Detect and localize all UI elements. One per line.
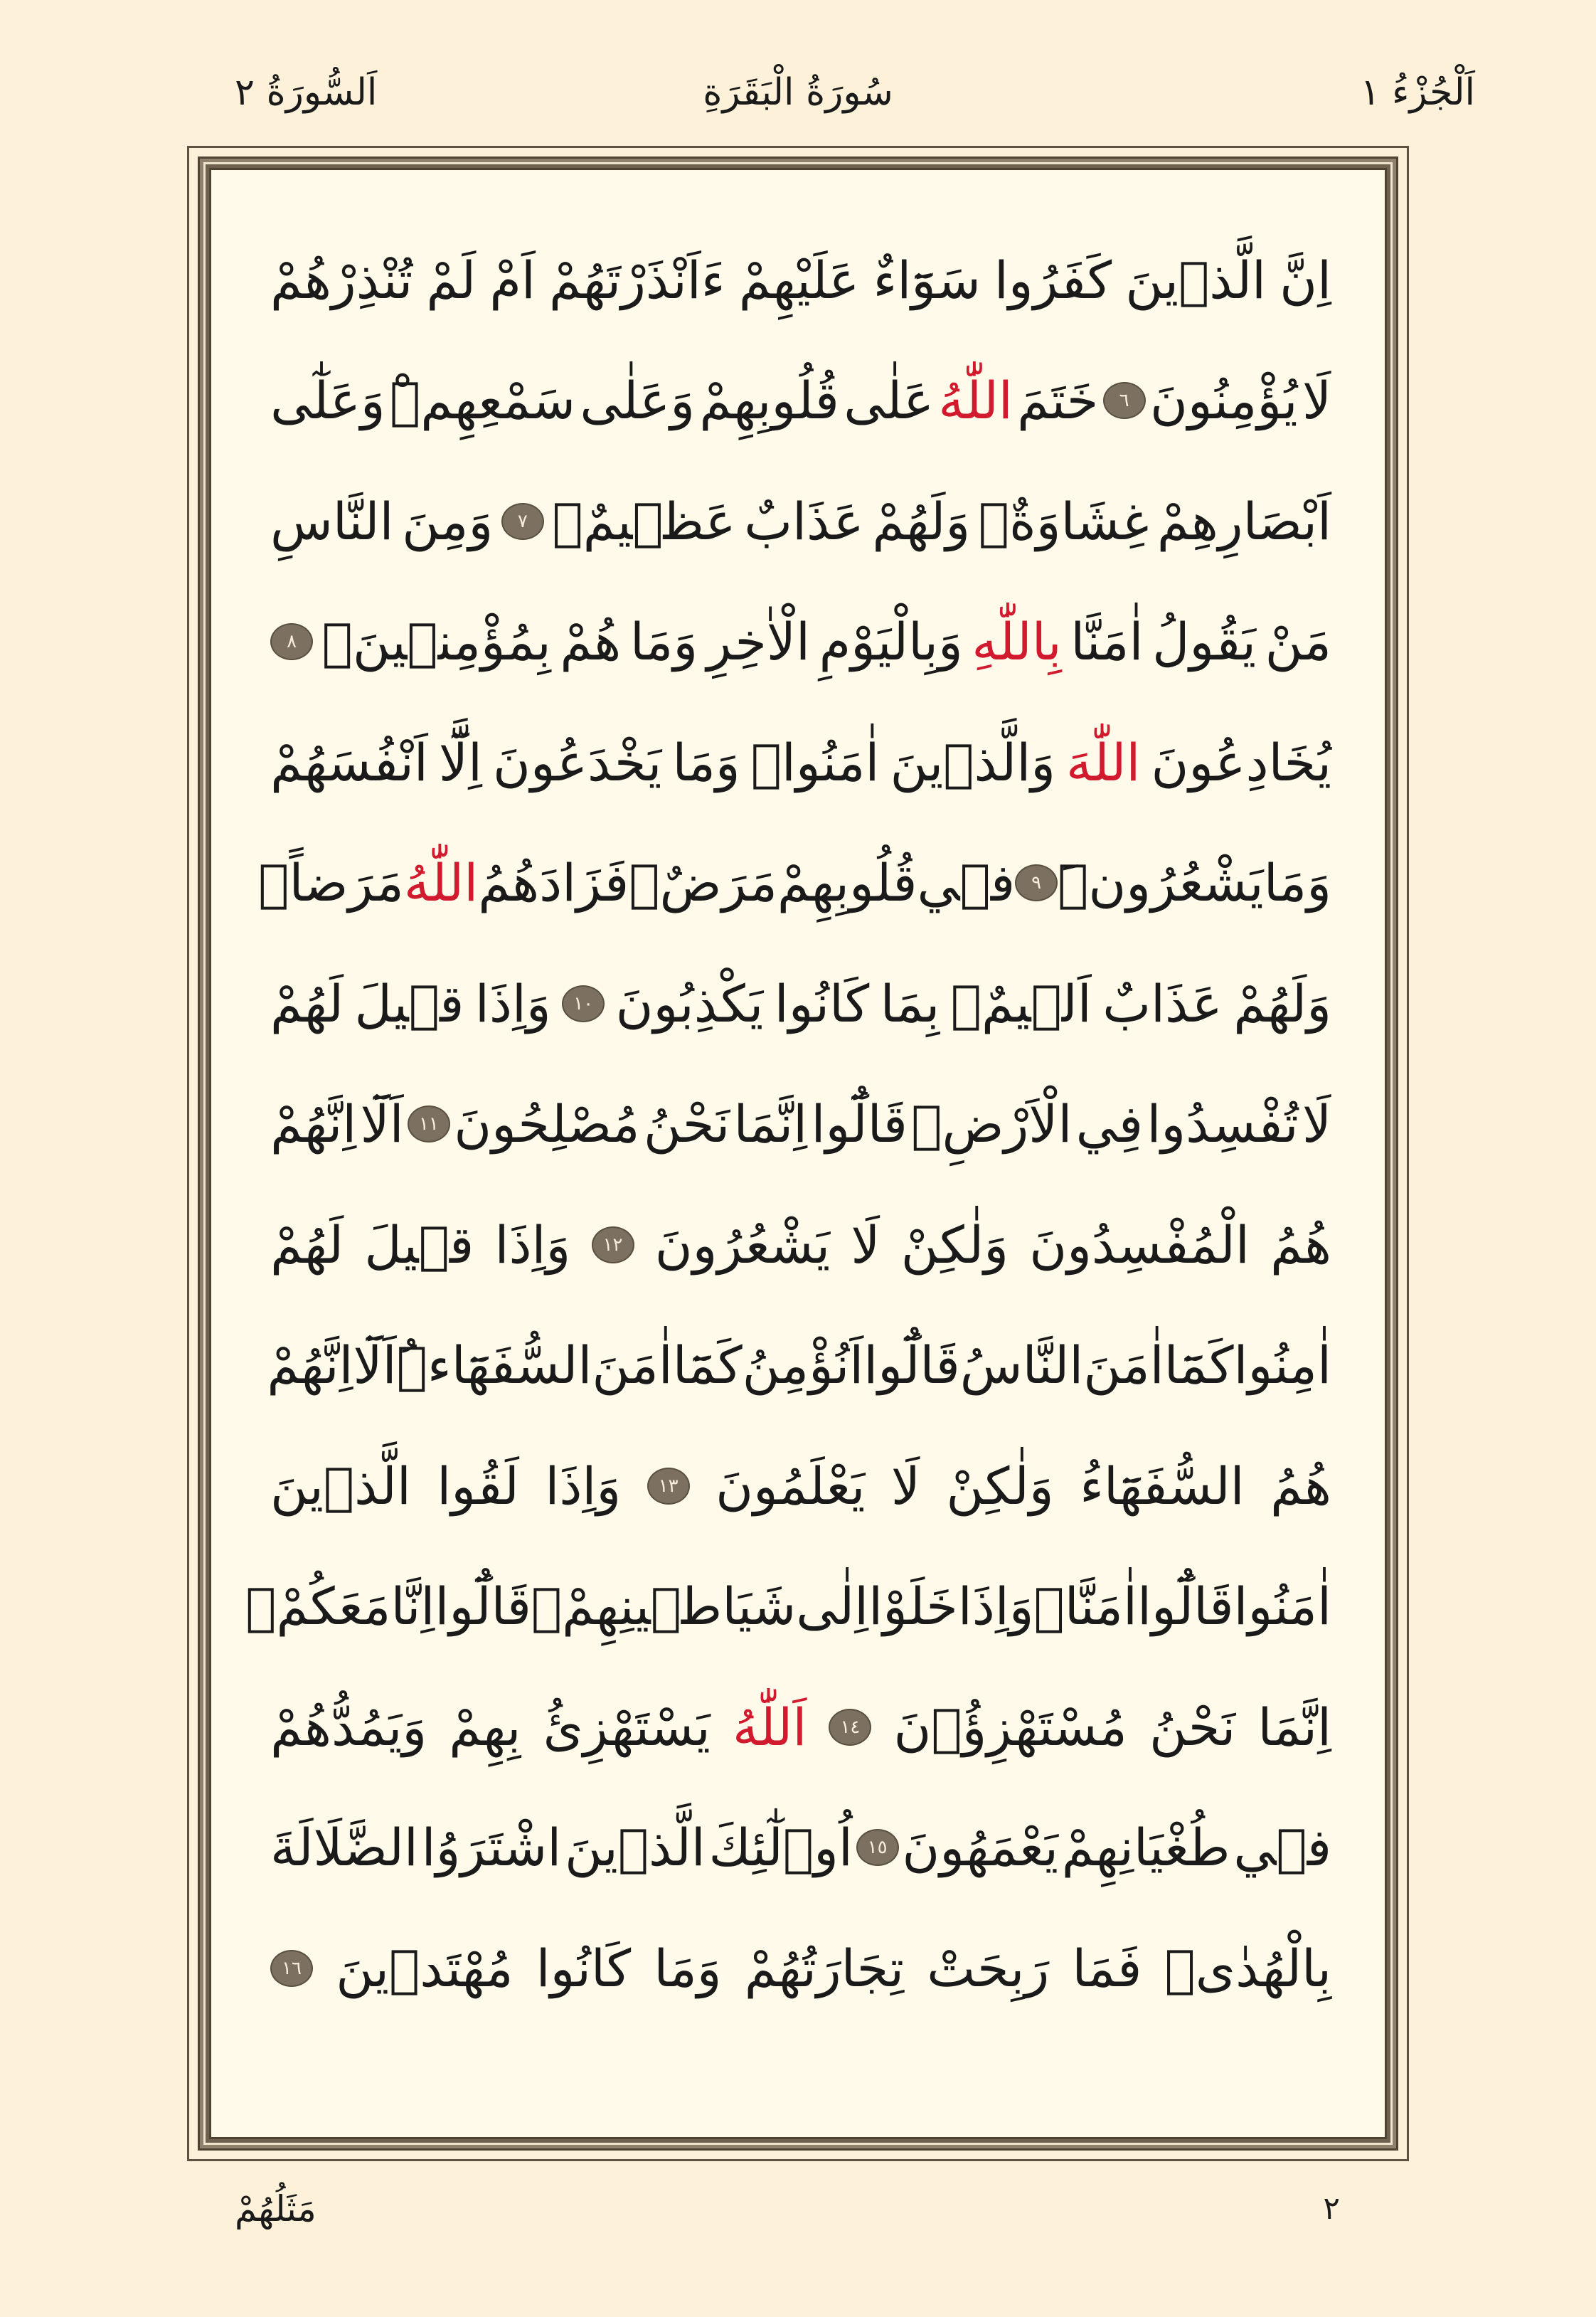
verse-word: قُلُوبِهِمْ <box>699 371 839 431</box>
verse-word: اشْتَرَوُا <box>421 1818 562 1878</box>
verse-word: رَبِحَتْ <box>927 1938 1050 1998</box>
ayah-end-marker: ٩ <box>1015 864 1058 901</box>
verse-word: سَوَٓاءٌ <box>873 250 981 310</box>
verse-word: لَا <box>890 1456 920 1516</box>
verse-word: اِنَّا <box>390 1576 435 1637</box>
verse-word: مُسْتَهْزِؤُ۫نَ <box>893 1697 1127 1757</box>
verse-line <box>270 461 1331 582</box>
divine-name: اَللّٰهُ <box>732 1697 807 1757</box>
verse-word: عَلٰى <box>844 371 935 431</box>
verse-word: وَعَلٰى <box>580 371 695 431</box>
verse-lines <box>245 220 1331 2029</box>
verse-word: غِشَاوَةٌۘ <box>978 491 1149 551</box>
verse-word: وَلٰكِنْ <box>946 1456 1054 1516</box>
verse-word: يَشْعُرُونَ <box>654 1214 831 1275</box>
verse-word: عَلَيْهِمْ <box>738 250 860 310</box>
verse-word: الَّذ۪ينَ <box>270 1456 411 1516</box>
verse-word: وَاِذَا <box>545 1456 622 1516</box>
verse-word: بِمَا <box>880 973 940 1034</box>
verse-word: ف۪ي <box>917 853 1016 913</box>
verse-word: هُمُ <box>1270 1214 1331 1275</box>
verse-word: قَالُٓوا <box>1137 1576 1234 1637</box>
verse-word: بِهِمْ <box>449 1697 521 1757</box>
verse-word: عَذَابٌ <box>744 491 864 551</box>
juz-label: اَلْجُزْءُ ١ <box>1360 71 1475 114</box>
verse-word: السُّفَهَٓاءُۜ <box>396 1335 592 1396</box>
verse-word: قَالُٓوا <box>435 1576 531 1637</box>
verse-word: عَذَابٌ <box>1102 973 1223 1034</box>
verse-word: هُمُ <box>1270 1456 1331 1516</box>
ayah-end-marker: ٧ <box>501 503 544 540</box>
verse-word: اَنْفُسَهُمْ <box>270 732 428 792</box>
verse-word: وَبِالْيَوْمِ <box>819 612 963 672</box>
verse-word: يَخْدَعُونَ <box>493 732 662 792</box>
verse-word: قَالُٓوا <box>811 1094 908 1155</box>
verse-line <box>270 1788 1331 1909</box>
verse-word: كَمَٓا <box>1164 1335 1234 1396</box>
verse-line <box>270 341 1331 462</box>
verse-word: عَظ۪يمٌ۟ <box>552 491 736 551</box>
verse-word: ف۪ي <box>1233 1818 1331 1878</box>
verse-word: اِنَّمَا <box>733 1094 808 1155</box>
verse-word: الضَّلَالَةَ <box>270 1818 418 1878</box>
verse-line <box>270 220 1331 341</box>
verse-word: يَعْمَهُونَ <box>902 1818 1058 1878</box>
verse-word: كَانُوا <box>536 1938 632 1998</box>
verse-word: الْاٰخِرِ <box>706 612 810 672</box>
divine-name: اللّٰهُ <box>403 853 479 913</box>
verse-line <box>245 1547 1331 1668</box>
verse-line <box>270 702 1331 823</box>
verse-word: وَاِذَا <box>494 1214 571 1275</box>
verse-word: الَّذ۪ينَ <box>1125 250 1267 310</box>
verse-word: وَلَهُمْ <box>1233 973 1331 1034</box>
ayah-end-marker: ١٥ <box>856 1829 899 1866</box>
ayah-end-marker: ١٣ <box>647 1468 690 1505</box>
page-frame <box>187 146 1409 2161</box>
verse-word: وَلٰكِنْ <box>900 1214 1009 1275</box>
verse-word: اٰمَنَّاۚ <box>1033 1576 1137 1637</box>
verse-word: اٰمَنُوا <box>1233 1576 1331 1637</box>
verse-word: اَبْصَارِهِمْ <box>1156 491 1331 551</box>
verse-word: اٰمَنَ <box>592 1335 673 1396</box>
ayah-end-marker: ١٦ <box>270 1950 313 1987</box>
verse-word: مَرَضٌۙ <box>629 853 777 913</box>
verse-word: النَّاسُ <box>959 1335 1084 1396</box>
verse-word: اٰمَنَّا <box>1070 612 1144 672</box>
ayah-end-marker: ٨ <box>270 623 313 660</box>
verse-line <box>270 1426 1331 1547</box>
verse-word: اَنُؤْمِنُ <box>742 1335 864 1396</box>
verse-word: ق۪يلَ <box>354 973 464 1034</box>
verse-word: فَمَا <box>1072 1938 1142 1998</box>
verse-word: اِنَّمَا <box>1257 1697 1331 1757</box>
verse-word: هُمْ <box>560 612 622 672</box>
verse-word: مَنْ <box>1265 612 1331 672</box>
verse-line <box>270 582 1331 703</box>
divine-name: اللّٰهُ <box>938 371 1013 431</box>
ayah-end-marker: ١١ <box>408 1106 450 1142</box>
verse-word: لَهُمْ <box>270 973 344 1034</box>
verse-word: اِنَّهُمْ <box>267 1335 353 1396</box>
verse-word: وَمِنَ <box>402 491 494 551</box>
verse-word: فَزَادَهُمُ <box>478 853 629 913</box>
verse-word: يَكْذِبُونَ <box>615 973 764 1034</box>
verse-word: اِلٰى <box>796 1576 869 1637</box>
text-panel <box>209 168 1387 2139</box>
verse-word: اَل۪يمٌۙ <box>950 973 1092 1034</box>
verse-word: وَلَهُمْ <box>872 491 971 551</box>
verse-word: اُو۬لٰٓئِكَ <box>708 1818 853 1878</box>
verse-word: قُلُوبِهِمْ <box>777 853 917 913</box>
verse-word: يَقُولُ <box>1152 612 1257 672</box>
verse-line <box>270 1908 1331 2029</box>
verse-word: لَا <box>851 1214 881 1275</box>
verse-word: وَمَا <box>672 732 740 792</box>
verse-line <box>270 1064 1331 1185</box>
verse-word: يَعْلَمُونَ <box>715 1456 866 1516</box>
verse-word: اِلَّٓا <box>438 732 482 792</box>
ayah-end-marker: ٦ <box>1103 382 1146 419</box>
verse-word: وَاِذَا <box>957 1576 1034 1637</box>
ayah-end-marker: ١٢ <box>592 1226 634 1263</box>
verse-word: نَحْنُ <box>1149 1697 1236 1757</box>
divine-name: اللّٰهَ <box>1066 732 1141 792</box>
surah-number-label: اَلسُّورَةُ ٢ <box>235 71 378 114</box>
verse-word: وَعَلٰٓى <box>270 371 385 431</box>
verse-word: خَلَوْا <box>868 1576 958 1637</box>
verse-word: لَقُوا <box>437 1456 519 1516</box>
verse-word: يَشْعُرُونَۜ <box>1058 853 1264 913</box>
verse-word: وَمَا <box>1263 853 1331 913</box>
verse-word: يُخَادِعُونَ <box>1151 732 1331 792</box>
verse-word: نَحْنُ <box>643 1094 730 1155</box>
verse-word: يَسْتَهْزِئُ <box>543 1697 711 1757</box>
verse-word: لَمْ <box>426 250 477 310</box>
verse-word: مَعَكُمْۙ <box>245 1576 391 1637</box>
verse-word: قَالُٓوا <box>863 1335 960 1396</box>
verse-line <box>258 823 1331 944</box>
verse-word: مُهْتَد۪ينَ <box>336 1938 514 1998</box>
verse-word: الْمُفْسِدُونَ <box>1029 1214 1250 1275</box>
verse-word: ق۪يلَ <box>364 1214 474 1275</box>
catchword: مَثَلُهُمْ <box>235 2188 316 2229</box>
verse-word: النَّاسِ <box>270 491 394 551</box>
verse-word: مُصْلِحُونَ <box>454 1094 640 1155</box>
verse-line <box>270 1184 1331 1305</box>
verse-word: وَالَّذ۪ينَ <box>890 732 1055 792</box>
verse-word: خَتَمَ <box>1017 371 1099 431</box>
verse-word: السُّفَهَٓاءُ <box>1080 1456 1245 1516</box>
verse-word: اَلَٓا <box>353 1335 397 1396</box>
verse-word: شَيَاط۪ينِهِمْۙ <box>531 1576 797 1637</box>
verse-word: كَانُوا <box>774 973 870 1034</box>
verse-word: ءَاَنْذَرْتَهُمْ <box>549 250 725 310</box>
verse-word: لَا <box>1302 371 1331 431</box>
verse-line <box>270 943 1331 1064</box>
ayah-end-marker: ١٤ <box>829 1709 871 1746</box>
verse-word: اِنَّ <box>1280 250 1331 310</box>
verse-word: تُفْسِدُوا <box>1147 1094 1299 1155</box>
verse-word: الَّذ۪ينَ <box>564 1818 706 1878</box>
verse-word: فِي <box>1075 1094 1144 1155</box>
verse-word: وَيَمُدُّهُمْ <box>270 1697 427 1757</box>
surah-title: سُورَةُ الْبَقَرَةِ <box>703 71 893 114</box>
verse-word: تُنْذِرْهُمْ <box>270 250 413 310</box>
verse-word: بِمُؤْمِن۪ينَۢ <box>321 612 551 672</box>
ayah-end-marker: ١٠ <box>562 985 605 1022</box>
verse-word: وَاِذَا <box>474 973 551 1034</box>
verse-word: وَمَا <box>629 612 698 672</box>
verse-word: اٰمِنُوا <box>1233 1335 1331 1396</box>
verse-word: لَهُمْ <box>270 1214 344 1275</box>
verse-word: تِجَارَتُهُمْ <box>744 1938 905 1998</box>
page-number: ٢ <box>1323 2190 1340 2227</box>
verse-word: طُغْيَانِهِمْ <box>1061 1818 1230 1878</box>
verse-word: لَا <box>1302 1094 1331 1155</box>
verse-word: بِالْهُدٰىۖ <box>1164 1938 1331 1998</box>
verse-word: الْاَرْضِۙ <box>911 1094 1073 1155</box>
verse-word: اٰمَنُواۚ <box>750 732 880 792</box>
verse-word: اَمْ <box>489 250 536 310</box>
divine-name: بِاللّٰهِ <box>972 612 1062 672</box>
verse-word: كَفَرُوا <box>994 250 1112 310</box>
verse-line <box>270 1667 1331 1788</box>
verse-line <box>267 1305 1331 1426</box>
verse-word: اِنَّهُمْ <box>270 1094 357 1155</box>
verse-word: كَمَٓا <box>672 1335 743 1396</box>
verse-word: سَمْعِهِمْۜ <box>390 371 576 431</box>
verse-word: اٰمَنَ <box>1083 1335 1164 1396</box>
verse-word: وَمَا <box>654 1938 722 1998</box>
verse-word: اَلَٓا <box>360 1094 404 1155</box>
verse-word: مَرَضاًۚ <box>258 853 404 913</box>
verse-word: يُؤْمِنُونَ <box>1149 371 1298 431</box>
